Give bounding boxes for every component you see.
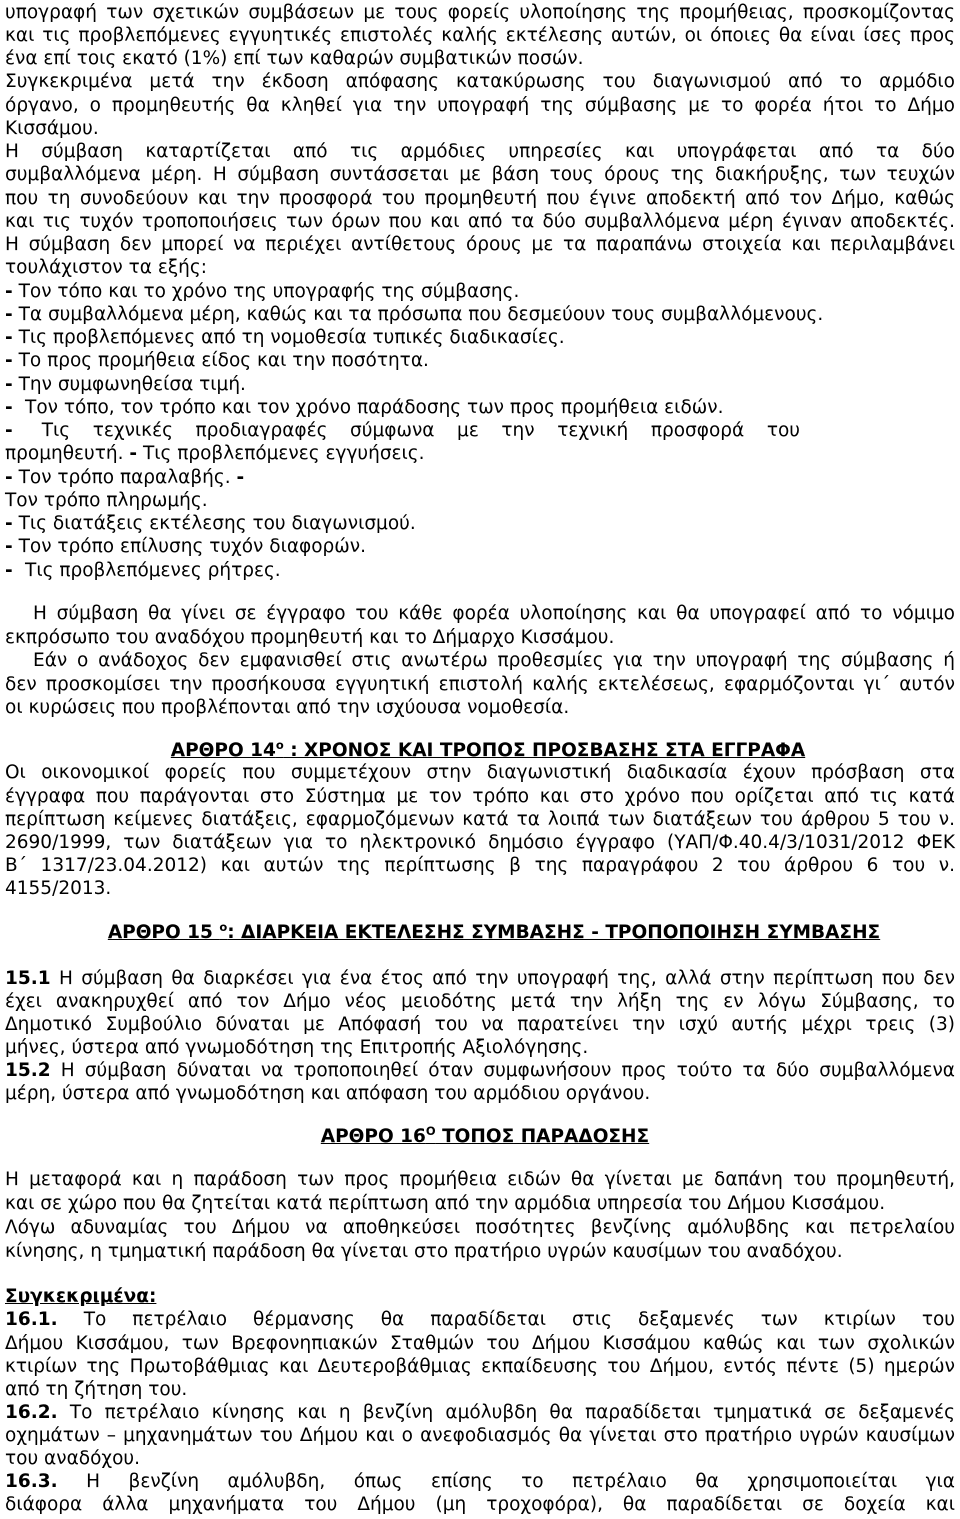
clause-text: Το πετρέλαιο κίνησης και η βενζίνη αμόλυβδη θα παραδίδεται τμηματικά σε δεξαμενές (69, 1401, 955, 1423)
list-item-text: Την συμφωνηθείσα τιμή. (18, 373, 246, 395)
heading-title: : ΔΙΑΡΚΕΙΑ ΕΚΤΕΛΕΣΗΣ ΣΥΜΒΑΣΗΣ - ΤΡΟΠΟΠΟΙΗΣΗ ΣΥΜΒΑΣΗΣ (227, 921, 881, 943)
list-item (5, 326, 955, 349)
text-line: Κισσάμου. (5, 117, 99, 139)
clause-line (5, 1308, 955, 1331)
clause-text: Η βενζίνη αμόλυβδη, όπως επίσης το πετρέλαιο θα χρησιμοποιείται για (86, 1471, 955, 1493)
text-line: έγγραφα που παράγονται στο Σύστημα με τον τρόπο και στο χρόνο που ορίζεται από τις κατά (5, 785, 955, 807)
text-line: μέρη, ύστερα από γνωμοδότηση και απόφαση του αρμόδιου οργάνου. (5, 1082, 651, 1104)
list-dash: - (5, 536, 13, 558)
clause-number: 16.1. (5, 1309, 58, 1331)
clause-line (5, 1401, 955, 1424)
text-line: Συγκεκριμένα μετά την έκδοση απόφασης κατακύρωσης του διαγωνισμού από το αρμόδιο (5, 71, 955, 93)
text-line: Οι οικονομικοί φορείς που συμμετέχουν στην διαγωνιστική διαδικασία έχουν πρόσβαση στα (5, 762, 955, 784)
text-line: υπογραφή των σχετικών συμβάσεων με τους φορείς υλοποίησης της προμήθειας, προσκομίζοντας (5, 1, 955, 23)
list-dash: - (5, 396, 13, 418)
specifically-label: Συγκεκριμένα: (5, 1286, 157, 1308)
text-line: Λόγω αδυναμίας του Δήμου να αποθηκεύσει ποσότητες βενζίνης αμόλυβδης και πετρελαίου (5, 1217, 955, 1239)
clause-text: Η σύμβαση θα διαρκέσει για ένα έτος από την υπογραφή της, αλλά στην περίπτωση που δεν (59, 967, 955, 989)
text-line: Η σύμβαση δεν μπορεί να περιέχει αντίθετους όρους με τα παραπάνω στοιχεία και περιλαμβάνει (5, 234, 955, 255)
list-item-text: Τον τόπο, τον τρόπο και τον χρόνο παράδοσης των προς προμήθεια ειδών. (25, 396, 724, 418)
clause-number: 16.3. (5, 1471, 58, 1493)
text-line: διάφορα άλλα μηχανήματα του Δήμου (μη τροχοφόρα), θα παραδίδεται σε δοχεία και (5, 1494, 955, 1516)
text-line: και τις τυχόν τροποποιήσεις των όρων που και από τα δύο συμβαλλόμενα μέρη έγιναν αποδεκτές. (5, 210, 955, 232)
clause-number: 15.1 (5, 967, 51, 989)
text-line: έχει ανακηρυχθεί από τον Δήμο νέος μειοδότης μετά την λήξη της εν λόγω Σύμβασης, το (5, 990, 955, 1012)
list-dash: - (5, 513, 13, 534)
list-item-text: Τον τόπο και το χρόνο της υπογραφής της σύμβασης. (18, 280, 520, 302)
list-item-text: Τις τεχνικές προδιαγραφές σύμφωνα με την τεχνική προσφορά του (41, 420, 800, 441)
article-16-heading (5, 1125, 960, 1148)
text-line: Η μεταφορά και η παράδοση των προς προμήθεια ειδών θα γίνεται με δαπάνη του προμηθευτή, (5, 1169, 955, 1191)
list-dash: - (5, 420, 13, 441)
text-line: περίπτωση κείμενες διατάξεις, εφαρμοζόμενων κατά τα λοιπά των διατάξεων του άρθρου 5 του ν. (5, 808, 955, 830)
text-line: του αναδόχου. (5, 1448, 140, 1470)
list-item (5, 303, 955, 326)
list-item-text: Τις διατάξεις εκτέλεσης του διαγωνισμού. (18, 513, 416, 534)
list-item (5, 419, 800, 442)
clause-number: 16.2. (5, 1401, 58, 1423)
article-16-intro (5, 1168, 955, 1264)
list-item (5, 535, 955, 558)
text-line: κτιρίων της Πρωτοβάθμιας και Δευτεροβάθμιας εκπαίδευσης του Δήμου, εντός πέντε (5) ημερών (5, 1355, 955, 1377)
article-15-text (5, 967, 955, 1105)
clause-text: Η σύμβαση δύναται να τροποποιηθεί όταν συμφωνήσουν προς τούτο τα δύο συμβαλλόμενα (60, 1059, 956, 1081)
clause-text: Το πετρέλαιο θέρμανσης θα παραδίδεται στις δεξαμενές των κτιρίων του (83, 1309, 955, 1331)
list-item-text: Τον τρόπο πληρωμής. (5, 489, 208, 511)
article-14-heading (8, 739, 960, 762)
article-15-heading (14, 921, 960, 944)
list-item-text: Τις προβλεπόμενες εγγυήσεις. (142, 443, 425, 465)
list-dash: - (129, 443, 138, 465)
article-16-clauses (5, 1285, 955, 1516)
heading-title: : ΧΡΟΝΟΣ ΚΑΙ ΤΡΟΠΟΣ ΠΡΟΣΒΑΣΗΣ ΣΤΑ ΕΓΓΡΑΦΑ (283, 739, 806, 761)
clause-line (5, 967, 955, 990)
text-line: 2690/1999, των διατάξεων για το ηλεκτρονικό δημόσιο έγγραφο (ΥΑΠ/Φ.40.4/3/1031/2012 ΦΕΚ (5, 832, 955, 853)
text-line: μήνες, ύστερα από γνωμοδότηση της Επιτροπής Αξιολόγησης. (5, 1036, 589, 1058)
list-item (5, 489, 955, 512)
heading-label: ΑΡΘΡΟ 14 (170, 739, 276, 761)
list-item (5, 349, 955, 372)
list-dash: - (5, 373, 13, 395)
text-line: και σε χώρο που θα ζητείται κατά περίπτωση από την αρμόδια υπηρεσία του Δήμου Κισσάμου. (5, 1193, 886, 1215)
list-dash: - (5, 350, 13, 372)
list-item (5, 559, 955, 582)
text-line: Δημοτικό Συμβούλιο δύναται με Απόφασή του να παρατείνει την ισχύ αυτής μέχρι τρεις (3) (5, 1013, 955, 1035)
text-line: που τη συνοδεύουν και την προσφορά του προμηθευτή που έγινε αποδεκτή από τον Δήμο, καθώς (5, 187, 955, 209)
heading-ordinal: ο (219, 919, 228, 934)
text-line: όργανο, ο προμηθευτής θα κληθεί για την υπογραφή της σύμβασης με το φορέα ήτοι το Δήμο (5, 94, 955, 116)
list-item-text: Τον τρόπο παραλαβής. (18, 466, 231, 488)
text-line: 4155/2013. (5, 878, 112, 900)
list-item (5, 512, 955, 535)
heading-label: ΑΡΘΡΟ 16 (320, 1125, 426, 1147)
text-line: από τη ζήτηση του. (5, 1378, 188, 1400)
heading-ordinal: Ο (425, 1123, 436, 1138)
text-line: συμβαλλόμενα μέρη. Η σύμβαση συντάσσεται με βάση τους όρους της διακήρυξης, των τευχών (5, 164, 955, 186)
text-line: Εάν ο ανάδοχος δεν εμφανισθεί στις ανωτέρω προθεσμίες για την υπογραφή της σύμβασης ή (33, 650, 955, 672)
text-line: τουλάχιστον τα εξής: (5, 257, 207, 279)
text-line: Β΄ 1317/23.04.2012) και αυτών της περίπτωσης β της παραγράφου 2 του άρθρου 6 του ν. (5, 855, 955, 877)
list-dash: - (5, 280, 13, 302)
list-item (5, 280, 955, 303)
list-item-text: Τις προβλεπόμενες ρήτρες. (25, 559, 281, 581)
clause-line (5, 1059, 955, 1082)
text-line: δεν προσκομίσει την προσήκουσα εγγυητική επιστολή καλής εκτελέσεως, εφαρμόζονται γι΄ αυτόν (5, 673, 955, 695)
clause-number: 15.2 (5, 1059, 51, 1081)
list-item-text: Τις προβλεπόμενες από τη νομοθεσία τυπικές διαδικασίες. (18, 327, 565, 348)
list-item-lead: προμηθευτή. (5, 443, 124, 465)
list-item-text: Τα συμβαλλόμενα μέρη, καθώς και τα πρόσωπα που δεσμεύουν τους συμβαλλόμενους. (18, 303, 824, 325)
text-line: ένα επί τοις εκατό (1%) επί των καθαρών συμβατικών ποσών. (5, 48, 584, 69)
text-line: κίνησης, η τμηματική παράδοση θα γίνεται στο πρατήριο υγρών καυσίμων του αναδόχου. (5, 1241, 843, 1263)
list-dash: - (5, 303, 13, 325)
heading-title: ΤΟΠΟΣ ΠΑΡΑΔΟΣΗΣ (435, 1125, 650, 1147)
list-dash: - (5, 466, 13, 488)
list-item (5, 396, 955, 419)
list-item-text: Τον τρόπο επίλυσης τυχόν διαφορών. (18, 536, 366, 558)
list-item (5, 466, 955, 489)
subheading-line (5, 1285, 955, 1308)
article-14-text (5, 761, 955, 900)
text-line: οχημάτων – μηχανημάτων του Δήμου και ο ανεφοδιασμός θα γίνεται στο πρατήριο υγρών καυσίμων (5, 1424, 955, 1446)
contract-section (5, 1, 955, 582)
heading-ordinal: ο (275, 737, 284, 752)
list-dash: - (5, 559, 13, 581)
text-line: Δήμου Κισσάμου, των Βρεφονηπιακών Σταθμών του Δήμου Κισσάμου καθώς και των σχολικών (5, 1332, 955, 1354)
signing-paragraphs (5, 602, 955, 720)
heading-label: ΑΡΘΡΟ 15 (107, 921, 220, 943)
text-line: και τις προβλεπόμενες εγγυητικές επιστολές καλής εκτέλεσης αυτών, οι όποιες θα είναι ίσες προς (5, 24, 955, 46)
text-line: εκπρόσωπο του αναδόχου προμηθευτή και το Δήμαρχο Κισσάμου. (5, 626, 615, 648)
list-dash: - (236, 466, 245, 488)
list-item-text: Το προς προμήθεια είδος και την ποσότητα. (18, 350, 429, 372)
list-item (5, 373, 955, 396)
text-line: οι κυρώσεις που προβλέπονται από την ισχύουσα νομοθεσία. (5, 697, 570, 719)
list-dash: - (5, 327, 13, 348)
clause-line (5, 1470, 955, 1493)
text-line: Η σύμβαση θα γίνει σε έγγραφο του κάθε φορέα υλοποίησης και θα υπογραφεί από το νόμιμο (33, 603, 955, 625)
list-item (5, 442, 955, 465)
text-line: Η σύμβαση καταρτίζεται από τις αρμόδιες υπηρεσίες και υπογράφεται από τα δύο (5, 141, 955, 162)
